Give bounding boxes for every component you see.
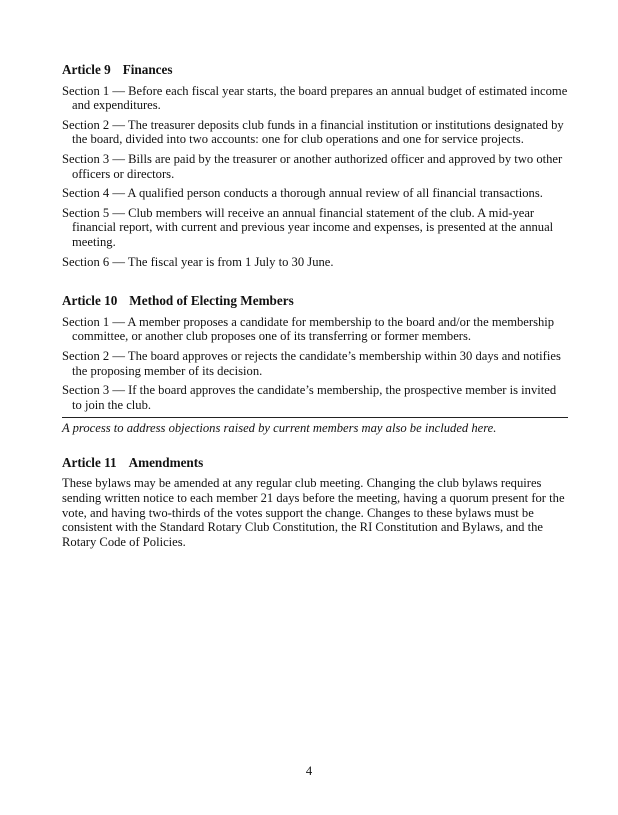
article-11-body: These bylaws may be amended at any regular club meeting. Changing the club bylaws requires sending written notice to each member 21 days before the meeting, having a quorum present for the vote, and having two-thirds of the votes support the change. Changes to these bylaws must be consistent with the Standard Rotary Club Constitution, the RI Constitution and Bylaws, and the Rotary Code of Policies. (62, 476, 565, 549)
article-10-section-3: Section 3 — If the board approves the candidate’s membership, the prospective member is invited to join the club. (62, 383, 557, 412)
spacer (62, 436, 568, 456)
article-10-note: A process to address objections raised by current members may also be included here. (62, 417, 568, 436)
spacer (62, 274, 568, 294)
article-9-number: Article 9 (62, 62, 111, 77)
article-9-section-1: Section 1 — Before each fiscal year starts, the board prepares an annual budget of estimated income and expenditures. (62, 83, 568, 113)
article-9 (62, 63, 568, 269)
article-10-heading (62, 294, 568, 309)
page-number: 4 (305, 764, 313, 778)
article-10 (62, 294, 568, 436)
article-9-section-2: Section 2 — The treasurer deposits club funds in a financial institution or institutions designated by the board, divided into two accounts: one for club operations and one for service projects. (62, 117, 564, 147)
article-10-number: Article 10 (62, 293, 118, 309)
article-11-heading (62, 456, 568, 471)
article-11-number: Article 11 (62, 454, 117, 470)
article-11 (62, 456, 568, 550)
article-9-section-4: Section 4 — A qualified person conducts a thorough annual review of all financial transactions. (62, 186, 543, 201)
article-9-section-6: Section 6 — The fiscal year is from 1 July to 30 June. (62, 254, 334, 269)
article-11-title: Amendments (128, 454, 204, 470)
article-10-section-1: Section 1 — A member proposes a candidate for membership to the board and/or the membership committee, or another club proposes one of its transferring or former members. (62, 314, 555, 344)
article-9-heading (62, 63, 568, 78)
document-body (62, 63, 568, 549)
article-9-title: Finances (122, 62, 173, 77)
article-10-title: Method of Electing Members (129, 293, 294, 309)
article-9-section-5: Section 5 — Club members will receive an annual financial statement of the club. A mid-year financial report, with current and previous year income and expenses, is presented at the annual meeting. (62, 205, 554, 249)
article-9-section-3: Section 3 — Bills are paid by the treasurer or another authorized officer and approved by two other officers or directors. (62, 151, 563, 181)
article-10-section-2: Section 2 — The board approves or rejects the candidate’s membership within 30 days and notifies the proposing member of its decision. (62, 348, 561, 378)
